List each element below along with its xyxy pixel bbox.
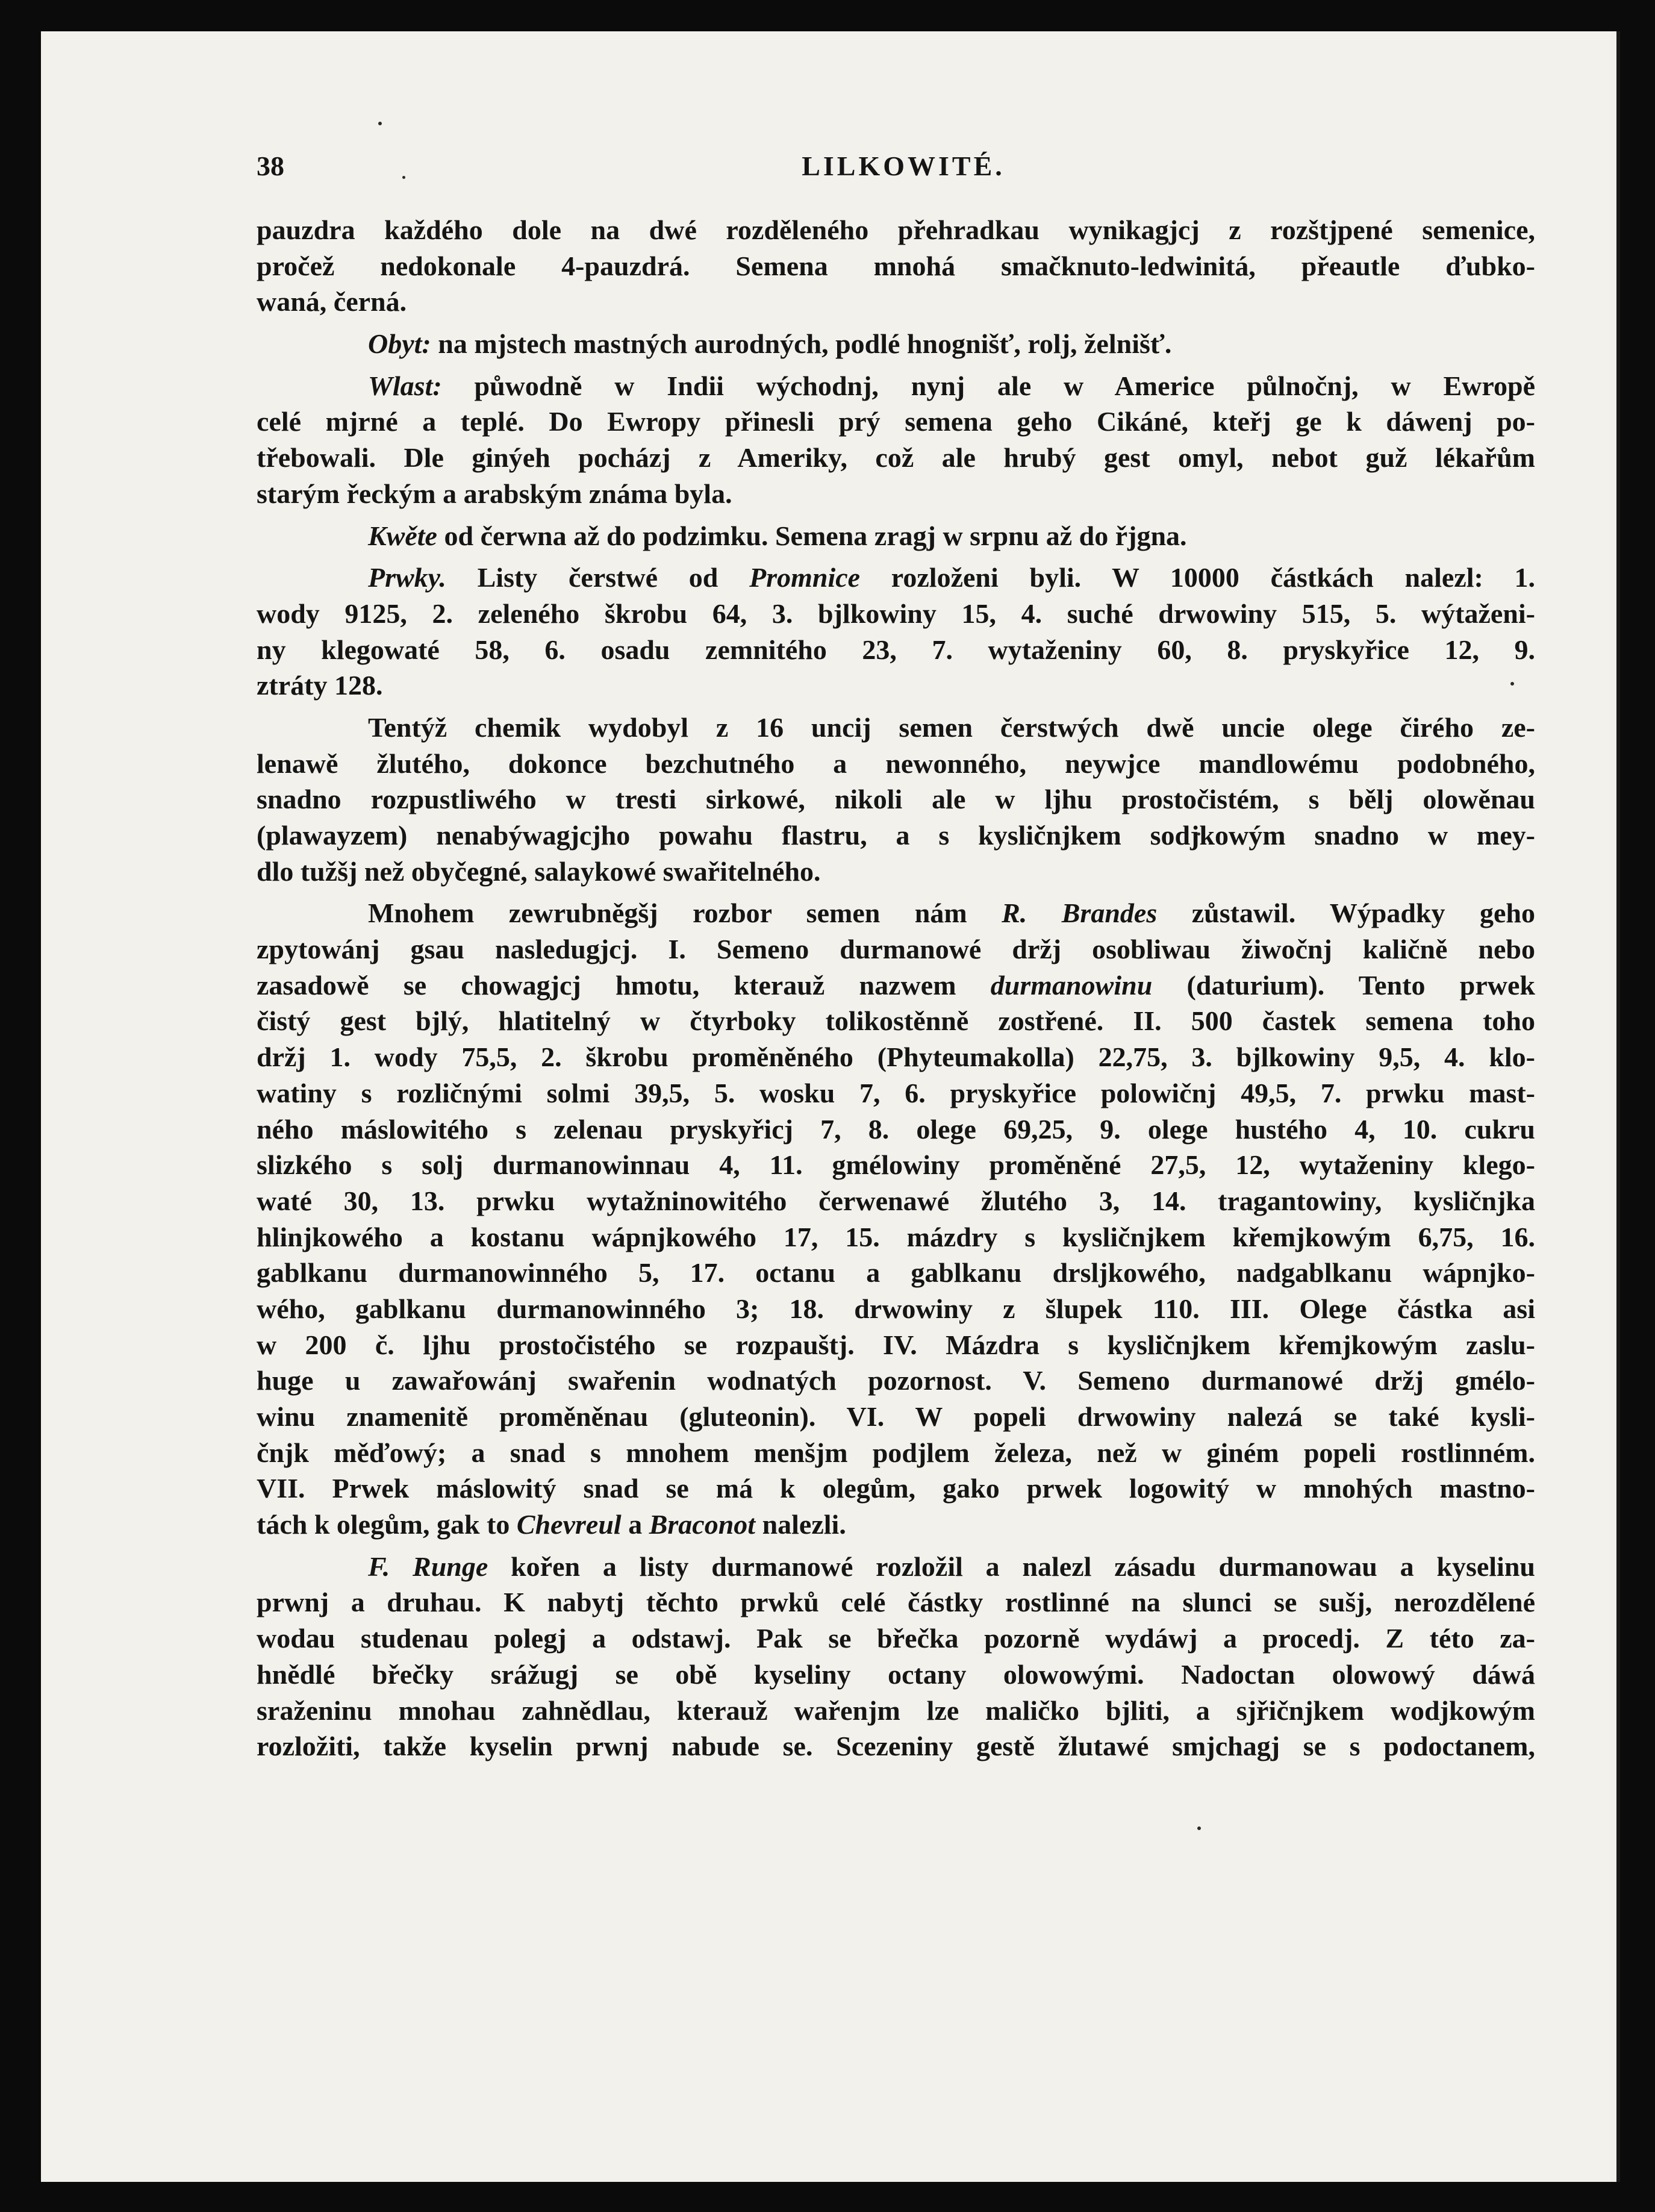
text-line: rozložiti, takže kyselin prwnj nabude se. Scezeniny gestě žlutawé smjchagj se s podoctanem, [257,1731,1535,1762]
text-line: wody 9125, 2. zeleného škrobu 64, 3. bjlkowiny 15, 4. suché drwowiny 515, 5. wýtaženi- [257,598,1535,629]
text-line: třebowali. Dle ginýeh pocházj z Ameriky, což ale hrubý gest omyl, nebot guž lékařům [257,442,1535,473]
text-line: VII. Prwek máslowitý snad se má k olegům, gako prwek logowitý w mnohých mastno- [257,1473,1535,1504]
text-line: zpytowánj gsau nasledugjcj. I. Semeno durmanowé držj osobliwau žiwočnj kaličně nebo [257,934,1535,965]
text-line: starým řeckým a arabským známa byla. [257,478,732,509]
page-number: 38 [257,151,284,181]
text-line: čnjk měďowý; a snad s mnohem menšjm podjlem železa, než w giném popeli rostlinném. [257,1437,1535,1468]
page-header [257,148,1535,184]
text-run: nalezli. [755,1509,846,1540]
text-line: hlinjkowého a kostanu wápnjkowého 17, 15. mázdry s kysličnjkem křemjkowým 6,75, 16. [257,1221,1535,1252]
italic-term: Obyt: [368,328,431,360]
text-line: snadno rozpustliwého w tresti sirkowé, nikoli ale w ljhu prostočistém, s bělj olowěnau [257,784,1535,815]
dust-speck [378,122,382,125]
dust-speck [1197,1826,1201,1830]
text-run: Mnohem zewrubněgšj rozbor semen nám [368,898,1002,929]
text-line [257,518,1535,554]
text-line: watiny s rozličnými solmi 39,5, 5. wosku 7, 6. pryskyřice polowičnj 49,5, 7. prwku mast- [257,1077,1535,1108]
text-run: půwodně w Indii wýchodnj, nynj ale w Americe půlnočnj, w Ewropě [441,370,1535,401]
text-run: od čerwna až do podzimku. Semena zragj w srpnu až do řjgna. [437,520,1187,551]
text-line: ného máslowitého s zelenau pryskyřicj 7, 8. olege 69,25, 9. olege hustého 4, 10. cukru [257,1113,1535,1145]
italic-term: Chevreul [516,1509,622,1540]
body-text [257,212,1535,1764]
text-line: pročež nedokonale 4-pauzdrá. Semena mnohá smačknuto-ledwinitá, přeautle ďubko- [257,250,1535,281]
running-head: LILKOWITÉ. [802,151,1005,181]
text-run: (daturium). Tento prwek [1152,969,1536,1001]
italic-term: Wlast: [368,370,442,401]
text-line: huge u zawařowánj swařenin wodnatých pozornost. V. Semeno durmanowé držj gmélo- [257,1365,1535,1396]
italic-term: Promnice [749,562,861,593]
text-line [257,368,1535,404]
text-line: wodau studenau polegj a odstawj. Pak se břečka pozorně wydáwj a procedj. Z této za- [257,1623,1535,1654]
text-run: tách k olegům, gak to [257,1509,517,1540]
text-run: zůstawil. Wýpadky geho [1157,898,1536,929]
text-line: ny klegowaté 58, 6. osadu zemnitého 23, 7. wytaženiny 60, 8. pryskyřice 12, 9. [257,634,1535,665]
text-line: gablkanu durmanowinného 5, 17. octanu a gablkanu drsljkowého, nadgablkanu wápnjko- [257,1257,1535,1289]
italic-term: Braconot [649,1509,756,1540]
text-line: wého, gablkanu durmanowinného 3; 18. drwowiny z šlupek 110. III. Olege částka asi [257,1293,1535,1324]
italic-term: durmanowinu [990,969,1153,1001]
italic-term: Prwky. [368,562,446,593]
text-line: ztráty 128. [257,670,383,701]
italic-term: R. Brandes [1002,898,1158,929]
text-line: lenawě žlutého, dokonce bezchutného a newonného, neywjce mandlowému podobného, [257,748,1535,779]
text-line: dlo tužšj než obyčegné, salaykowé swařitelného. [257,855,821,887]
text-line: slizkého s solj durmanowinnau 4, 11. gmélowiny proměněné 27,5, 12, wytaženiny klego- [257,1149,1535,1181]
text-line: držj 1. wody 75,5, 2. škrobu proměněného (Phyteumakolla) 22,75, 3. bjlkowiny 9,5, 4. klo- [257,1042,1535,1073]
text-run: a [621,1509,649,1540]
page-edge-line [1616,31,1620,2182]
text-line: (plawayzem) nenabýwagjcjho powahu flastru, a s kysličnjkem sodjkowým snadno w mey- [257,820,1535,851]
text-run: rozloženi byli. W 10000 částkách nalezl: 1. [860,562,1536,593]
text-line [257,1507,1535,1543]
text-run: zasadowě se chowagjcj hmotu, kterauž nazwem [257,969,991,1001]
text-run: Listy čerstwé od [446,562,750,593]
text-line: hnědlé břečky srážugj se obě kyseliny octany olowowými. Nadoctan olowowý dáwá [257,1658,1535,1690]
text-line: celé mjrné a teplé. Do Ewropy přinesli prý semena geho Cikáné, kteřj ge k dáwenj po- [257,406,1535,437]
text-run: na mjstech mastných aurodných, podlé hnognišť, rolj, želnišť. [431,328,1172,360]
text-line [257,1549,1535,1585]
text-line: prwnj a druhau. K nabytj těchto prwků celé částky rostlinné na slunci se sušj, nerozdělené [257,1587,1535,1618]
text-run: kořen a listy durmanowé rozložil a nalezl zásadu durmanowau a kyselinu [488,1551,1535,1582]
text-line: pauzdra každého dole na dwé rozděleného přehradkau wynikagjcj z rozštjpené semenice, [257,214,1535,245]
italic-term: Kwěte [368,520,437,551]
text-line [257,895,1535,931]
text-line [257,560,1535,596]
text-line [257,967,1535,1004]
text-line: čistý gest bjlý, hlatitelný w čtyrboky tolikostěnně zostřené. II. 500 častek semena toho [257,1005,1535,1037]
text-line: waná, černá. [257,286,407,317]
text-line [257,326,1535,362]
text-line: waté 30, 13. prwku wytažninowitého čerwenawé žlutého 3, 14. tragantowiny, kysličnjka [257,1185,1535,1216]
text-line: Tentýž chemik wydobyl z 16 uncij semen čerstwých dwě uncie olege čirého ze- [368,711,1535,743]
text-line: w 200 č. ljhu prostočistého se rozpauštj. IV. Mázdra s kysličnjkem křemjkowým zaslu- [257,1329,1535,1360]
text-line: winu znamenitě proměněnau (gluteonin). VI. W popeli drwowiny nalezá se také kysli- [257,1401,1535,1432]
text-line: sraženinu mnohau zahnědlau, kterauž wařenjm lze maličko bjliti, a sjřičnjkem wodjkowým [257,1695,1535,1726]
italic-term: F. Runge [368,1551,488,1582]
